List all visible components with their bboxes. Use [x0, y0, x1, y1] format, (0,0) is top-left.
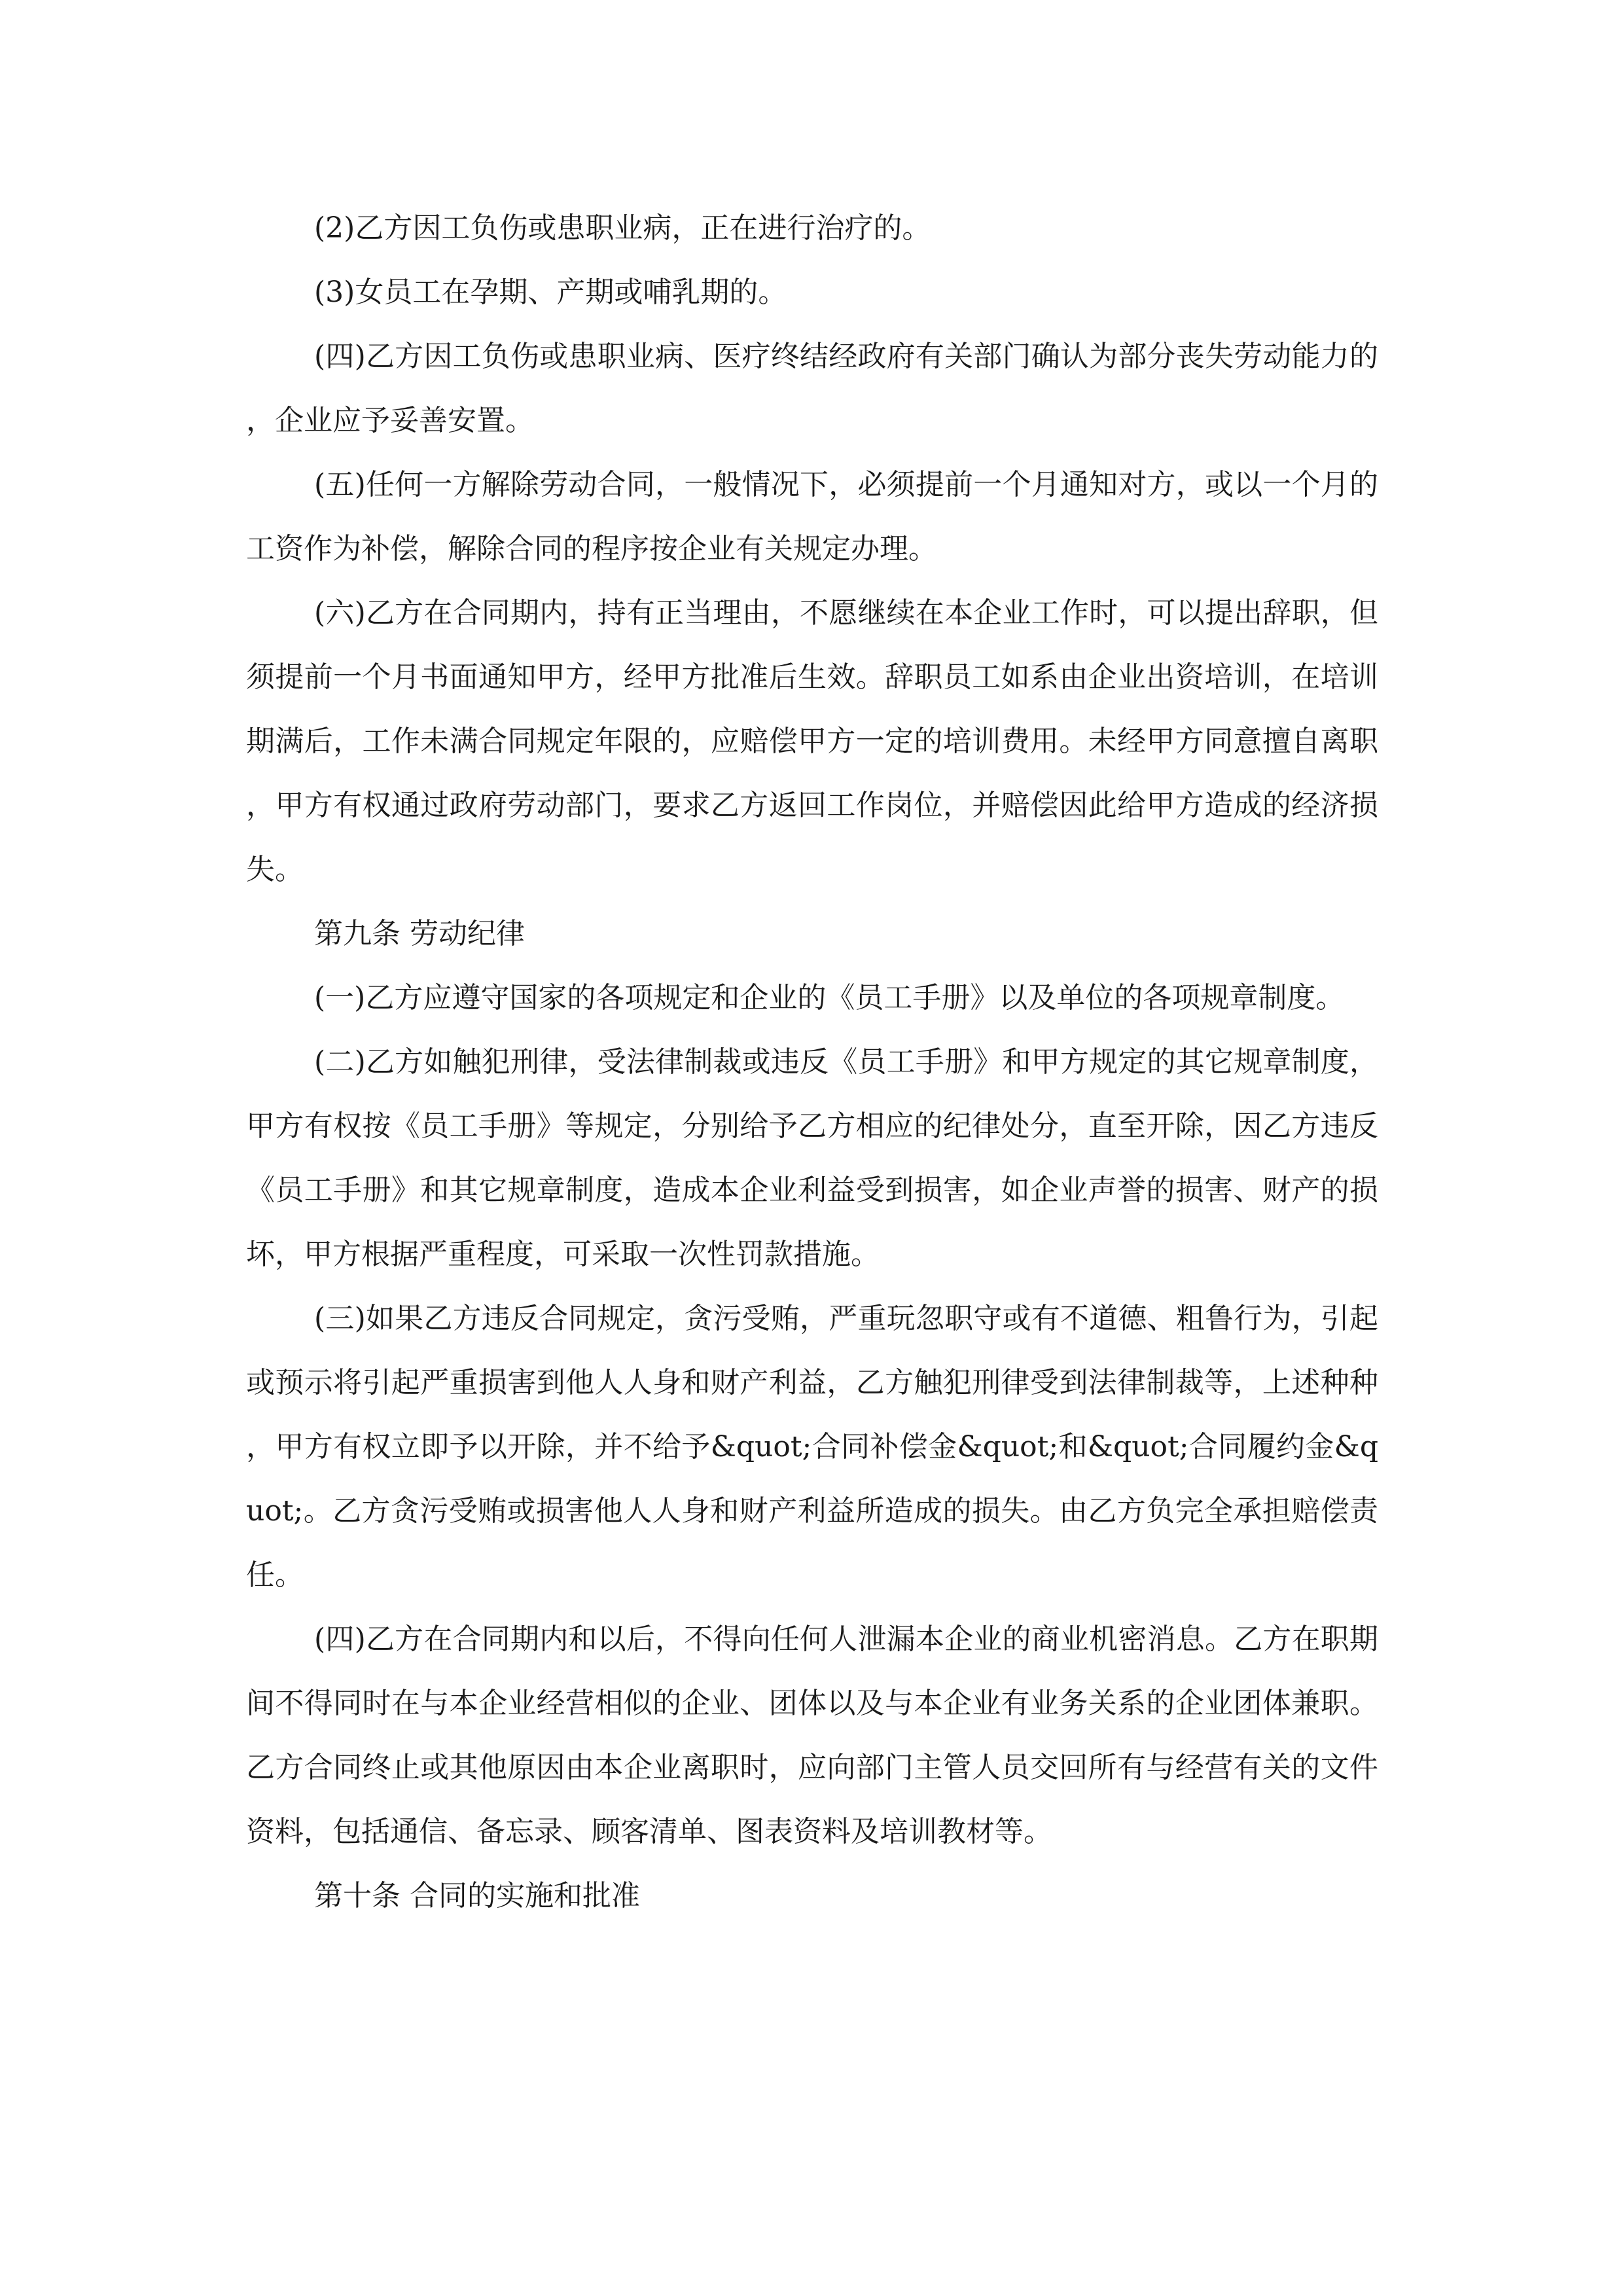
article-heading: 第十条 合同的实施和批准	[314, 1879, 640, 1912]
clause-paragraph: (五)任何一方解除劳动合同，一般情况下，必须提前一个月通知对方，或以一个月的工资作为补偿，解除合同的程序按企业有关规定办理。	[246, 468, 1378, 565]
article-heading: 第九条 劳动纪律	[314, 917, 525, 950]
clause-paragraph: (六)乙方在合同期内，持有正当理由，不愿继续在本企业工作时，可以提出辞职，但须提前一个月书面通知甲方，经甲方批准后生效。辞职员工如系由企业出资培训，在培训期满后，工作未满合同规定年限的，应赔偿甲方一定的培训费用。未经甲方同意擅自离职，甲方有权通过政府劳动部门，要求乙方返回工作岗位，并赔偿因此给甲方造成的经济损失。	[246, 596, 1378, 886]
clause-paragraph: (四)乙方在合同期内和以后，不得向任何人泄漏本企业的商业机密消息。乙方在职期间不得同时在与本企业经营相似的企业、团体以及与本企业有业务关系的企业团体兼职。乙方合同终止或其他原因由本企业离职时，应向部门主管人员交回所有与经营有关的文件资料，包括通信、备忘录、顾客清单、图表资料及培训教材等。	[246, 1623, 1378, 1848]
clause-paragraph: (2)乙方因工负伤或患职业病，正在进行治疗的。	[314, 211, 931, 245]
clause-paragraph: (四)乙方因工负伤或患职业病、医疗终结经政府有关部门确认为部分丧失劳动能力的，企业应予妥善安置。	[246, 340, 1378, 437]
clause-paragraph: (三)如果乙方违反合同规定，贪污受贿，严重玩忽职守或有不道德、粗鲁行为，引起或预示将引起严重损害到他人人身和财产利益，乙方触犯刑律受到法律制裁等，上述种种，甲方有权立即予以开除，并不给予&quot;合同补偿金&quot;和&quot;合同履约金&quot;。乙方贪污受贿或损害他人人身和财产利益所造成的损失。由乙方负完全承担赔偿责任。	[246, 1302, 1378, 1592]
clause-paragraph: (二)乙方如触犯刑律，受法律制裁或违反《员工手册》和甲方规定的其它规章制度，甲方有权按《员工手册》等规定，分别给予乙方相应的纪律处分，直至开除，因乙方违反《员工手册》和其它规章制度，造成本企业利益受到损害，如企业声誉的损害、财产的损坏，甲方根据严重程度，可采取一次性罚款措施。	[246, 1045, 1378, 1271]
clause-paragraph: (3)女员工在孕期、产期或哺乳期的。	[314, 276, 787, 309]
clause-paragraph: (一)乙方应遵守国家的各项规定和企业的《员工手册》以及单位的各项规章制度。	[314, 981, 1345, 1014]
document-body	[246, 196, 1378, 1928]
